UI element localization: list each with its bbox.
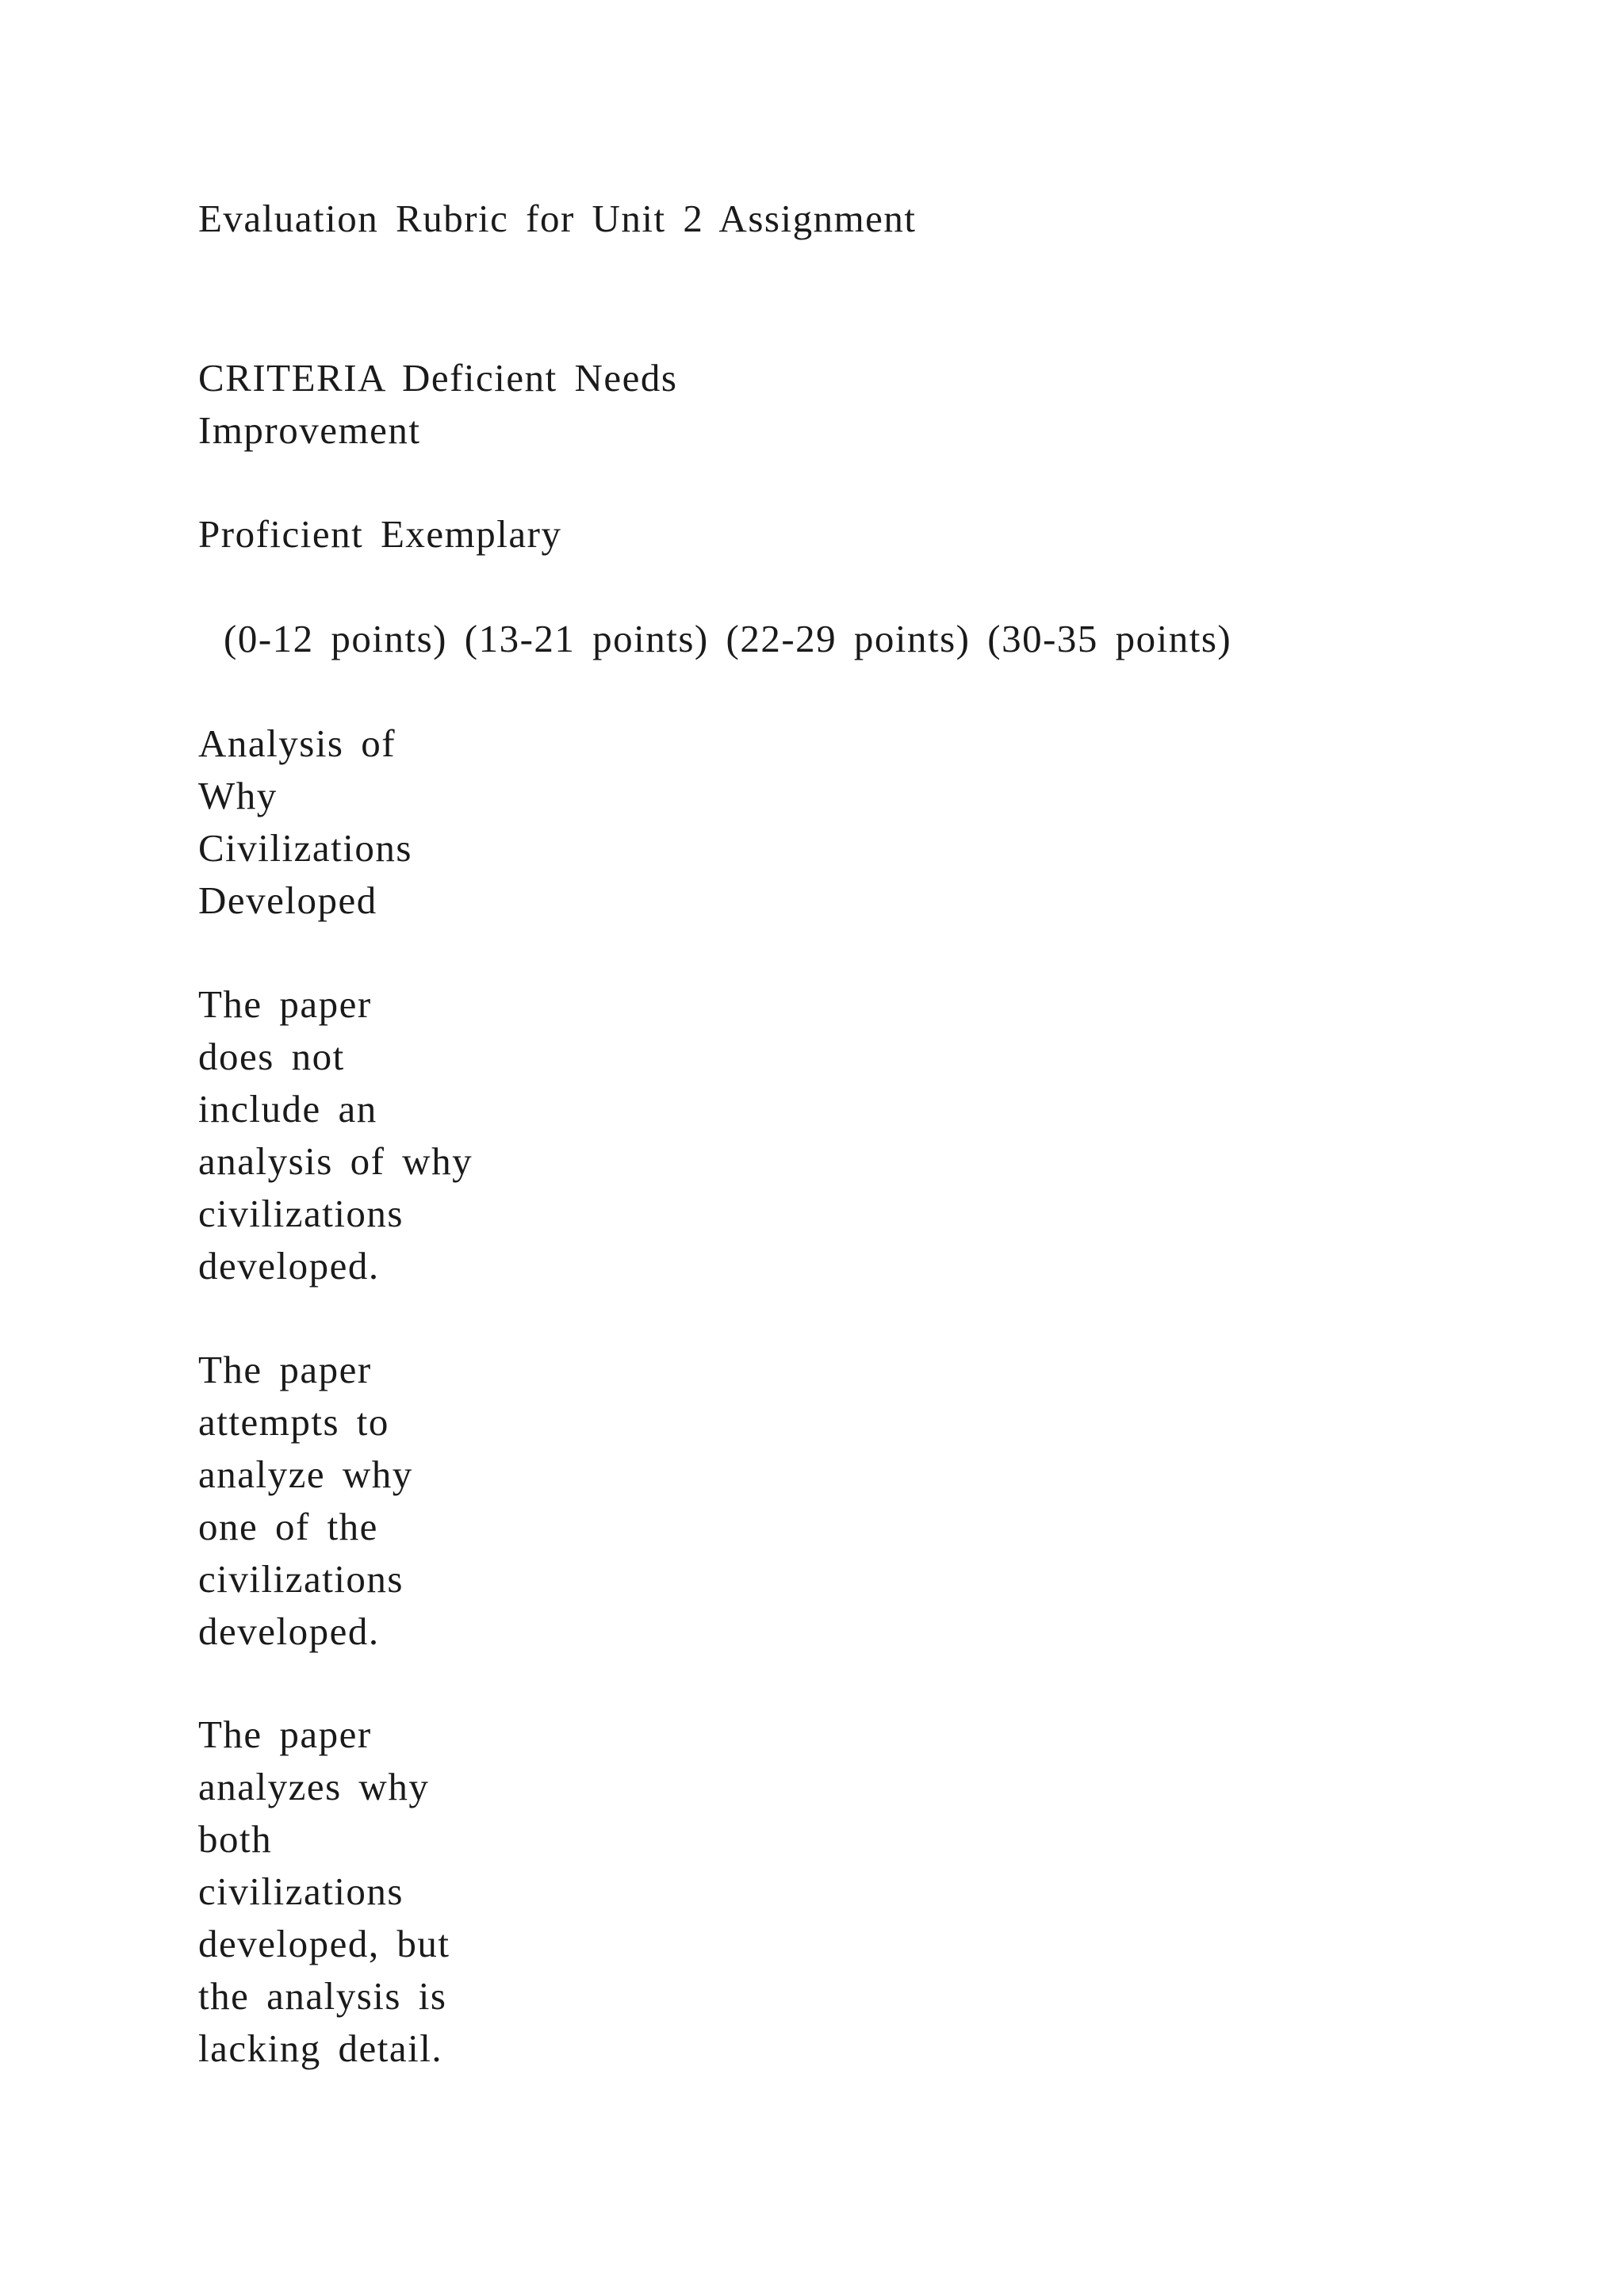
- description-line: lacking detail.: [198, 2026, 443, 2070]
- criterion-line: Developed: [198, 878, 377, 922]
- document-title: Evaluation Rubric for Unit 2 Assignment: [198, 197, 917, 240]
- description-proficient: [198, 1709, 450, 2075]
- description-line: does not: [198, 1035, 345, 1078]
- description-line: The paper: [198, 1712, 372, 1756]
- description-line: developed.: [198, 1609, 380, 1653]
- description-needs-improvement: [198, 1344, 413, 1658]
- description-line: analysis of why: [198, 1139, 473, 1183]
- description-line: The paper: [198, 1348, 372, 1391]
- criterion-line: Analysis of: [198, 721, 396, 765]
- criterion-line: Civilizations: [198, 826, 412, 870]
- description-line: one of the: [198, 1505, 378, 1548]
- description-line: both: [198, 1817, 273, 1861]
- description-line: civilizations: [198, 1557, 404, 1601]
- description-line: analyzes why: [198, 1765, 430, 1808]
- description-line: developed.: [198, 1244, 380, 1288]
- description-line: civilizations: [198, 1869, 404, 1913]
- description-line: include an: [198, 1087, 377, 1131]
- description-line: The paper: [198, 982, 372, 1026]
- points-line: (0-12 points) (13-21 points) (22-29 points) (30-35 points): [224, 617, 1232, 660]
- description-line: analyze why: [198, 1452, 413, 1496]
- criterion-name: [198, 718, 412, 927]
- criteria-header-line: CRITERIA Deficient Needs: [198, 356, 678, 400]
- levels-line: Proficient Exemplary: [198, 512, 562, 556]
- description-line: civilizations: [198, 1192, 404, 1235]
- criteria-header-line: Improvement: [198, 408, 421, 452]
- criterion-line: Why: [198, 774, 278, 817]
- description-line: the analysis is: [198, 1974, 447, 2018]
- description-deficient: [198, 978, 473, 1292]
- description-line: developed, but: [198, 1922, 450, 1965]
- criteria-header: [198, 352, 677, 457]
- description-line: attempts to: [198, 1400, 389, 1444]
